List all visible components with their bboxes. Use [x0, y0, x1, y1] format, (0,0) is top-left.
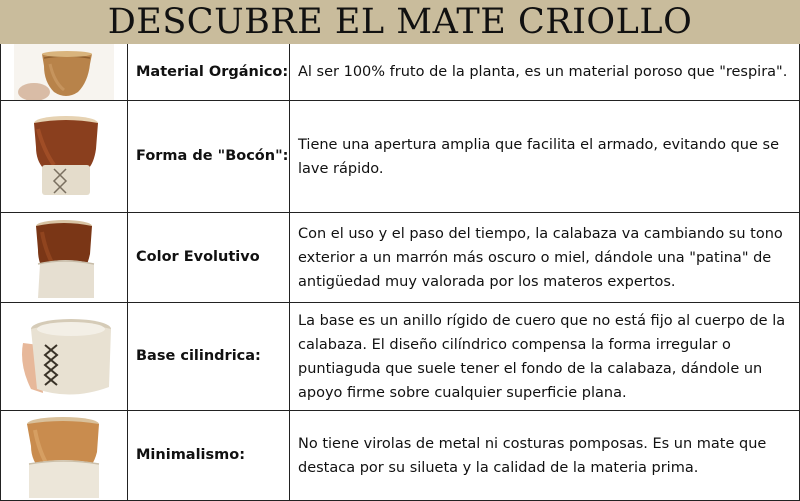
feature-label: Forma de "Bocón": [128, 101, 290, 213]
mate-gourd-image [14, 107, 114, 207]
features-table [0, 44, 800, 501]
product-image-cell [1, 213, 128, 303]
mate-gourd-image [9, 412, 119, 500]
mate-gourd-image [14, 214, 114, 302]
feature-label: Base cilindrica: [128, 303, 290, 411]
table-row [1, 411, 800, 501]
product-image-cell [1, 44, 128, 101]
title-banner [0, 0, 800, 44]
page-title: DESCUBRE EL MATE CRIOLLO [107, 2, 693, 42]
feature-description: Con el uso y el paso del tiempo, la calabaza va cambiando su tono exterior a un marrón más oscuro o miel, dándole una "patina" de antigüedad muy valorada por los materos expertos. [290, 213, 800, 303]
mate-gourd-image [14, 44, 114, 100]
table-row [1, 303, 800, 411]
product-image-cell [1, 101, 128, 213]
table-row [1, 101, 800, 213]
feature-description: No tiene virolas de metal ni costuras pomposas. Es un mate que destaca por su silueta y la calidad de la materia prima. [290, 411, 800, 501]
table-row [1, 213, 800, 303]
product-image-cell [1, 411, 128, 501]
feature-label: Color Evolutivo [128, 213, 290, 303]
feature-description: La base es un anillo rígido de cuero que no está fijo al cuerpo de la calabaza. El diseño cilíndrico compensa la forma irregular o puntiaguda que suele tener el fondo de la calabaza, dándole un apoyo firme sobre cualquier superficie plana. [290, 303, 800, 411]
feature-label: Minimalismo: [128, 411, 290, 501]
table-row [1, 44, 800, 101]
feature-description: Al ser 100% fruto de la planta, es un material poroso que "respira". [290, 44, 800, 101]
product-image-cell [1, 303, 128, 411]
feature-description: Tiene una apertura amplia que facilita el armado, evitando que se lave rápido. [290, 101, 800, 213]
leather-base-image [9, 305, 119, 409]
feature-label: Material Orgánico: [128, 44, 290, 101]
